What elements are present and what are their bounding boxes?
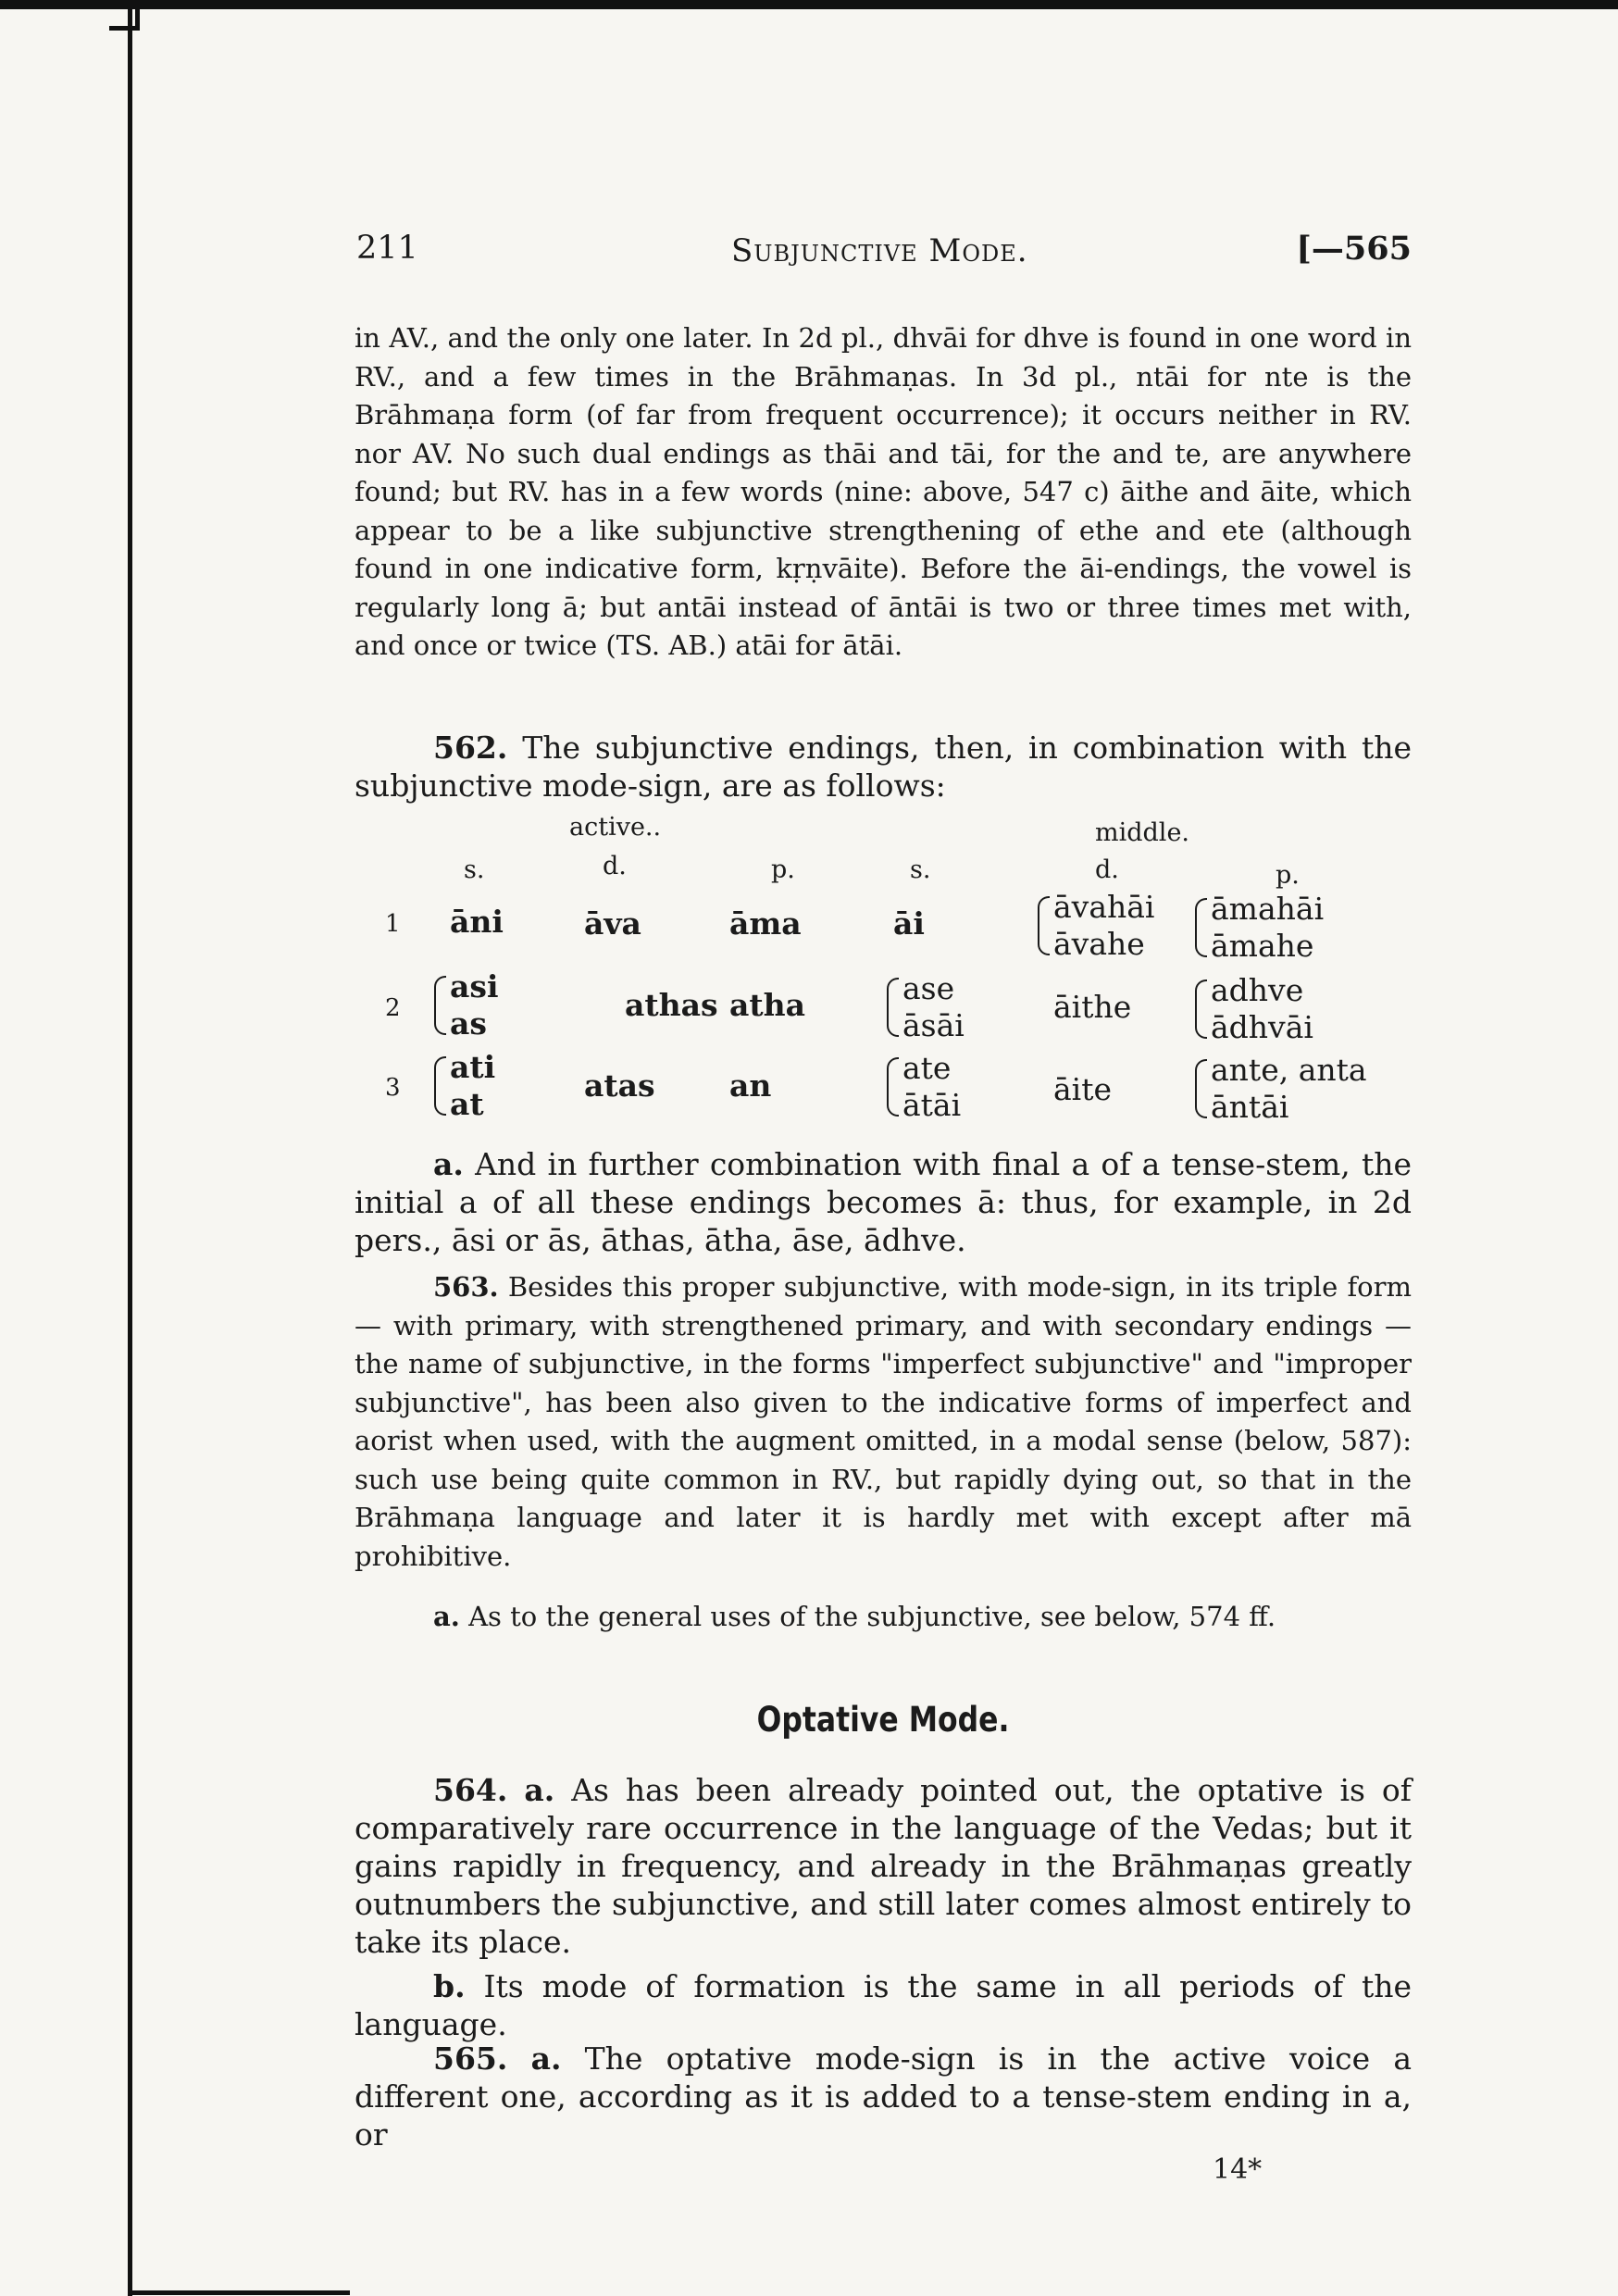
table-cell: athas	[625, 987, 718, 1023]
table-cell: atha	[729, 987, 806, 1023]
table-cell: āi	[893, 905, 925, 942]
scan-border-left	[128, 0, 132, 2296]
signature-mark: 14*	[1213, 2153, 1263, 2186]
subparagraph-label: b.	[433, 1968, 466, 2004]
subparagraph-label: a.	[433, 1146, 464, 1182]
col-middle-plural: p.	[1276, 861, 1300, 890]
paragraph-565a	[355, 2040, 1412, 2153]
subparagraph-label: a.	[433, 1601, 460, 1632]
table-cell: āmahāi āmahe	[1211, 891, 1325, 964]
intro-paragraph-block	[355, 319, 1412, 666]
page-number: 211	[356, 230, 418, 267]
section-heading: Optative Mode.	[756, 1700, 1010, 1740]
table-cell: an	[729, 1067, 772, 1104]
paragraph-number: 563.	[433, 1271, 499, 1303]
table-cell: āni	[450, 904, 504, 940]
table-cell: adhve ādhvāi	[1211, 972, 1313, 1045]
table-cell: āva	[584, 905, 641, 942]
table-cell: ati at	[450, 1049, 496, 1122]
col-active-plural: p.	[771, 855, 795, 884]
scan-border-top	[0, 0, 1618, 9]
table-cell: asi as	[450, 968, 499, 1042]
person-number: 3	[385, 1074, 401, 1102]
paragraph-text: Besides this proper subjunctive, with mode-sign, in its triple form — with primary, with strengthened primary, and with secondary endings — the name of subjunctive, in the forms "imperfect subjunctive" and "improper subjunctive", has been also given to the indicative forms of imperfect and aorist when used, with the augment omitted, in a modal sense (below, 587): such use being quite common in RV., but rapidly dying out, so that in the Brāhmaṇa language and later it is hardly met with except after mā prohibitive.	[355, 1271, 1412, 1572]
scan-border-bottom	[128, 2290, 350, 2295]
table-cell: ate ātāi	[902, 1050, 962, 1123]
table-cell: āvahāi āvahe	[1053, 889, 1155, 962]
ending-paradigm-table	[355, 813, 1412, 1146]
paragraph-number: 565.	[433, 2040, 508, 2077]
middle-label: middle.	[1095, 818, 1190, 847]
paragraph-562	[355, 729, 1412, 805]
paragraph-text: Its mode of formation is the same in all periods of the language.	[355, 1968, 1412, 2042]
paragraph-564b	[355, 1967, 1412, 2043]
table-cell: āma	[729, 905, 802, 942]
table-cell: āithe	[1053, 989, 1132, 1025]
paragraph-562a	[355, 1145, 1412, 1259]
person-number: 2	[385, 994, 401, 1022]
paragraph-text: The optative mode-sign is in the active voice a different one, according as it is added to a tense-stem ending in a, or	[355, 2040, 1412, 2152]
paragraph-text: As to the general uses of the subjunctive, see below, 574 ff.	[468, 1601, 1276, 1632]
scan-border-notch	[109, 0, 140, 31]
paragraph-text: And in further combination with final a of a tense-stem, the initial a of all these endings becomes ā: thus, for example, in 2d pers., āsi or ās, āthas, ātha, āse, ādhve.	[355, 1146, 1412, 1258]
intro-paragraph: in AV., and the only one later. In 2d pl., dhvāi for dhve is found in one word in RV., and a few times in the Brāhmaṇas. In 3d pl., ntāi for nte is the Brāhmaṇa form (of far from frequent occurrence); it occurs neither in RV. nor AV. No such dual endings as thāi and tāi, for the and te, are anywhere found; but RV. has in a few words (nine: above, 547 c) āithe and āite, which appear to be a like subjunctive strengthening of ethe and ete (although found in one indicative form, kṛṇvāite). Before the āi-endings, the vowel is regularly long ā; but antāi instead of āntāi is two or three times met with, and once or twice (TS. AB.) atāi for ātāi.	[355, 322, 1412, 661]
paragraph-number: 564.	[433, 1772, 508, 1808]
paragraph-563a	[355, 1598, 1412, 1637]
paragraph-text: As has been already pointed out, the optative is of comparatively rare occurrence in the language of the Vedas; but it gains rapidly in frequency, and already in the Brāhmaṇas greatly outnumbers the subjunctive, and still later comes almost entirely to take its place.	[355, 1772, 1412, 1960]
person-number: 1	[385, 910, 401, 938]
col-active-singular: s.	[464, 855, 485, 884]
subparagraph-label: a.	[524, 1772, 555, 1808]
col-middle-singular: s.	[910, 855, 931, 884]
paragraph-text: The subjunctive endings, then, in combination with the subjunctive mode-sign, are as follows:	[355, 730, 1412, 804]
subparagraph-label: a.	[530, 2040, 562, 2077]
paragraph-563	[355, 1268, 1412, 1576]
running-title: Subjunctive Mode.	[731, 232, 1028, 269]
section-reference: [—565	[1296, 230, 1412, 268]
paragraph-564a	[355, 1771, 1412, 1961]
table-cell: ase āsāi	[902, 970, 965, 1043]
table-cell: atas	[584, 1067, 655, 1104]
table-cell: āite	[1053, 1071, 1113, 1107]
col-middle-dual: d.	[1095, 855, 1119, 884]
table-cell: ante, anta āntāi	[1211, 1052, 1367, 1125]
paragraph-number: 562.	[433, 730, 508, 766]
col-active-dual: d.	[603, 852, 627, 880]
active-label: active..	[569, 813, 662, 842]
running-header	[356, 230, 1412, 276]
